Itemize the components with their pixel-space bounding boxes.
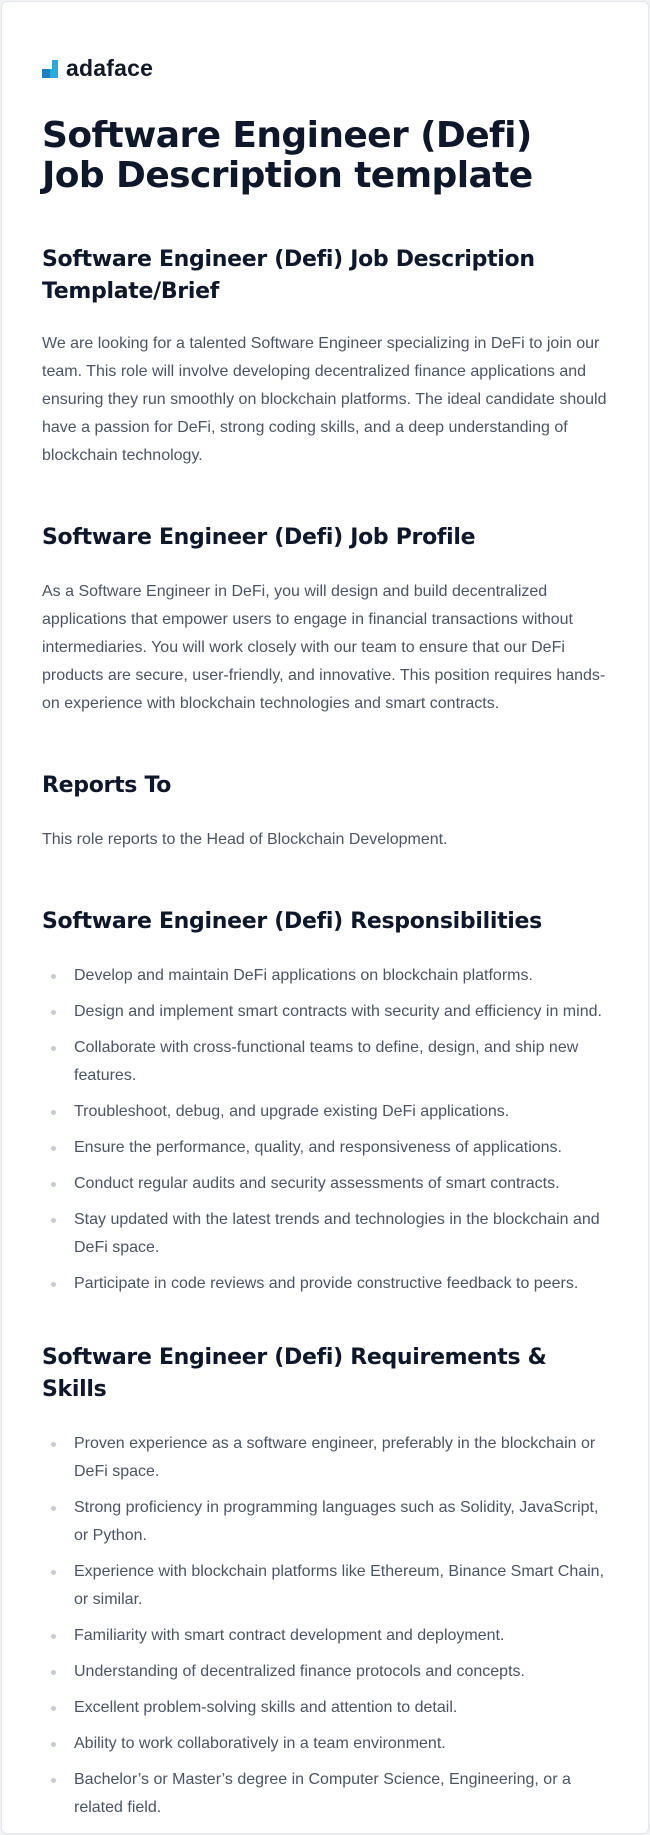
- list-item-text: Collaborate with cross-functional teams to define, design, and ship new features.: [74, 1039, 579, 1084]
- bullet-icon: [51, 1146, 56, 1151]
- list-item-text: Develop and maintain DeFi applications on blockchain platforms.: [74, 967, 533, 984]
- list-item: [42, 1098, 612, 1126]
- bullet-icon: [51, 1182, 56, 1187]
- list-item-text: Conduct regular audits and security assessments of smart contracts.: [74, 1175, 560, 1192]
- section-heading: Software Engineer (Defi) Job Description Template/Brief: [42, 247, 535, 304]
- list-item-text: Familiarity with smart contract development and deployment.: [74, 1627, 505, 1644]
- section-heading: Software Engineer (Defi) Responsibilities: [42, 909, 542, 934]
- bullet-icon: [51, 1010, 56, 1015]
- document-card: [1, 1, 649, 1834]
- bullet-icon: [51, 1742, 56, 1747]
- requirements-list: [42, 1430, 612, 1822]
- bullet-icon: [51, 1706, 56, 1711]
- list-item: [42, 962, 612, 990]
- list-item: [42, 1622, 612, 1650]
- list-item-text: Bachelor’s or Master’s degree in Computer Science, Engineering, or a related field.: [74, 1771, 571, 1816]
- section-heading: Software Engineer (Defi) Job Profile: [42, 525, 476, 550]
- section-requirements: [42, 1342, 608, 1822]
- list-item-text: Participate in code reviews and provide constructive feedback to peers.: [74, 1275, 579, 1292]
- list-item: [42, 1134, 612, 1162]
- bullet-icon: [51, 1282, 56, 1287]
- list-item-text: Understanding of decentralized finance protocols and concepts.: [74, 1663, 525, 1680]
- bullet-icon: [51, 1670, 56, 1675]
- responsibilities-list: [42, 962, 612, 1298]
- section-responsibilities: [42, 906, 608, 1298]
- bullet-icon: [51, 1218, 56, 1223]
- list-item: [42, 1730, 612, 1758]
- bullet-icon: [51, 1046, 56, 1051]
- list-item: [42, 1034, 612, 1090]
- bullet-icon: [51, 1110, 56, 1115]
- list-item-text: Excellent problem-solving skills and attention to detail.: [74, 1699, 458, 1716]
- page-title: Software Engineer (Defi) Job Description template: [42, 115, 533, 196]
- bullet-icon: [51, 1506, 56, 1511]
- list-item: [42, 1270, 612, 1298]
- list-item: [42, 1494, 612, 1550]
- adaface-logo-icon: [42, 58, 60, 78]
- bullet-icon: [51, 1442, 56, 1447]
- section-paragraph: This role reports to the Head of Blockchain Development.: [42, 831, 448, 848]
- list-item: [42, 1170, 612, 1198]
- list-item-text: Strong proficiency in programming languages such as Solidity, JavaScript, or Python.: [74, 1499, 599, 1544]
- bullet-icon: [51, 1570, 56, 1575]
- list-item: [42, 1430, 612, 1486]
- list-item-text: Proven experience as a software engineer, preferably in the blockchain or DeFi space.: [74, 1435, 596, 1480]
- brand-name: adaface: [66, 54, 154, 81]
- list-item-text: Design and implement smart contracts with security and efficiency in mind.: [74, 1003, 602, 1020]
- section-heading: Software Engineer (Defi) Requirements & Skills: [42, 1345, 547, 1402]
- section-paragraph: We are looking for a talented Software Engineer specializing in DeFi to join our team. This role will involve developing decentralized finance applications and ensuring they run smoothly on blockchain platforms. The ideal candidate should have a passion for DeFi, strong coding skills, and a deep understanding of blockchain technology.: [42, 335, 607, 464]
- brand-logo[interactable]: [42, 54, 608, 82]
- list-item-text: Stay updated with the latest trends and technologies in the blockchain and DeFi space.: [74, 1211, 600, 1256]
- list-item-text: Ability to work collaboratively in a team environment.: [74, 1735, 446, 1752]
- bullet-icon: [51, 974, 56, 979]
- list-item: [42, 1558, 612, 1614]
- section-job-profile: [42, 522, 608, 718]
- bullet-icon: [51, 1634, 56, 1639]
- list-item: [42, 998, 612, 1026]
- list-item-text: Troubleshoot, debug, and upgrade existing DeFi applications.: [74, 1103, 510, 1120]
- list-item-text: Ensure the performance, quality, and responsiveness of applications.: [74, 1139, 562, 1156]
- section-paragraph: As a Software Engineer in DeFi, you will design and build decentralized applications that empower users to engage in financial transactions without intermediaries. You will work closely with our team to ensure that our DeFi products are secure, user-friendly, and innovative. This position requires hands-on experience with blockchain technologies and smart contracts.: [42, 583, 606, 712]
- list-item-text: Experience with blockchain platforms like Ethereum, Binance Smart Chain, or similar.: [74, 1563, 605, 1608]
- bullet-icon: [51, 1778, 56, 1783]
- section-brief: [42, 244, 608, 470]
- section-heading: Reports To: [42, 773, 172, 798]
- list-item: [42, 1694, 612, 1722]
- section-reports-to: [42, 770, 608, 854]
- list-item: [42, 1206, 612, 1262]
- list-item: [42, 1658, 612, 1686]
- list-item: [42, 1766, 612, 1822]
